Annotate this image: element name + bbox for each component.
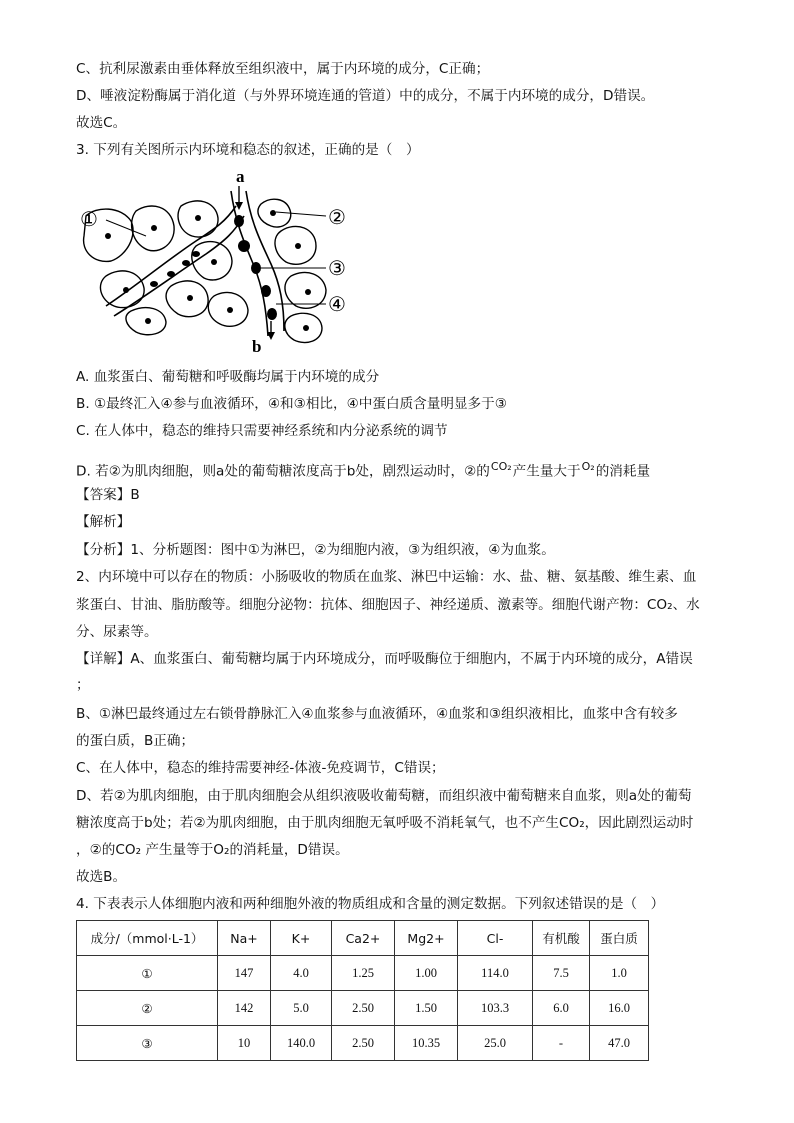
analysis-3: 浆蛋白、甘油、脂肪酸等。细胞分泌物：抗体、细胞因子、神经递质、激素等。细胞代谢产物：CO₂、水 xyxy=(76,597,700,613)
detail-b-cont: 的蛋白质，B正确； xyxy=(76,733,195,749)
table-cell: 142 xyxy=(218,991,271,1026)
option-d-text-2: 产生量大于 xyxy=(512,463,581,480)
option-b: B. ①最终汇入④参与血液循环，④和③相比，④中蛋白质含量明显多于③ xyxy=(76,396,507,412)
option-a: A. 血浆蛋白、葡萄糖和呼吸酶均属于内环境的成分 xyxy=(76,369,380,385)
table-cell: 2.50 xyxy=(332,1026,395,1061)
option-c: C. 在人体中，稳态的维持只需要神经系统和内分泌系统的调节 xyxy=(76,423,448,439)
table-row xyxy=(77,956,649,991)
table-cell: 1.0 xyxy=(590,956,649,991)
table-cell: 4.0 xyxy=(271,956,332,991)
table-cell: - xyxy=(533,1026,590,1061)
analysis-heading: 【解析】 xyxy=(76,514,131,530)
label-3: ③ xyxy=(328,256,346,280)
detail-d-cont: 糖浓度高于b处；若②为肌肉细胞，由于肌肉细胞无氧呼吸不消耗氧气，也不产生CO₂，因此剧烈运动时 xyxy=(76,815,694,831)
detail-c: C、在人体中，稳态的维持需要神经-体液-免疫调节，C错误； xyxy=(76,760,445,776)
option-d-text-3: 的消耗量 xyxy=(595,463,651,480)
table-header: Ca2+ xyxy=(332,921,395,956)
table-cell: 10 xyxy=(218,1026,271,1061)
table-cell: 16.0 xyxy=(590,991,649,1026)
answer: 【答案】B xyxy=(76,487,140,503)
table-cell: 10.35 xyxy=(395,1026,458,1061)
o2-formula: O₂ xyxy=(581,460,595,473)
label-b: b xyxy=(252,337,262,356)
question-4: 4. 下表表示人体细胞内液和两种细胞外液的物质组成和含量的测定数据。下列叙述错误的是（ ） xyxy=(76,896,665,912)
table-cell: 140.0 xyxy=(271,1026,332,1061)
detail-d: D、若②为肌肉细胞，由于肌肉细胞会从组织液吸收葡萄糖，而组织液中葡萄糖来自血浆，则a处的葡萄 xyxy=(76,788,692,804)
table-cell: 47.0 xyxy=(590,1026,649,1061)
question-3: 3. 下列有关图所示内环境和稳态的叙述，正确的是（ ） xyxy=(76,142,420,158)
composition-table xyxy=(76,920,649,1061)
table-cell: ③ xyxy=(77,1026,218,1061)
table-cell: 1.25 xyxy=(332,956,395,991)
label-1: ① xyxy=(80,207,98,231)
label-4: ④ xyxy=(328,292,346,316)
table-cell: ② xyxy=(77,991,218,1026)
text-line-c: C、抗利尿激素由垂体释放至组织液中，属于内环境的成分，C正确； xyxy=(76,61,490,77)
tissue-diagram xyxy=(76,166,376,356)
table-row xyxy=(77,1026,649,1061)
table-header: 蛋白质 xyxy=(590,921,649,956)
table-header: 有机酸 xyxy=(533,921,590,956)
table-cell: 1.50 xyxy=(395,991,458,1026)
option-d xyxy=(76,458,650,481)
table-cell: 7.5 xyxy=(533,956,590,991)
co2-formula: CO₂ xyxy=(490,460,512,473)
table-header: 成分/（mmol·L-1） xyxy=(77,921,218,956)
table-cell: 114.0 xyxy=(458,956,533,991)
table-header: Na+ xyxy=(218,921,271,956)
table-row xyxy=(77,991,649,1026)
table-cell: 25.0 xyxy=(458,1026,533,1061)
analysis-1: 【分析】1、分析题图：图中①为淋巴，②为细胞内液，③为组织液，④为血浆。 xyxy=(76,542,555,558)
table-cell: ① xyxy=(77,956,218,991)
label-2: ② xyxy=(328,205,346,229)
table-cell: 1.00 xyxy=(395,956,458,991)
table-header: Cl- xyxy=(458,921,533,956)
detail-a: 【详解】A、血浆蛋白、葡萄糖均属于内环境成分，而呼吸酶位于细胞内，不属于内环境的成分，A错误 xyxy=(76,651,693,667)
table-cell: 6.0 xyxy=(533,991,590,1026)
analysis-2: 2、内环境中可以存在的物质：小肠吸收的物质在血浆、淋巴中运输：水、盐、糖、氨基酸、维生素、血 xyxy=(76,569,697,585)
select-b: 故选B。 xyxy=(76,869,127,885)
table-header: K+ xyxy=(271,921,332,956)
table-cell: 103.3 xyxy=(458,991,533,1026)
option-d-text-1: D. 若②为肌肉细胞，则a处的葡萄糖浓度高于b处，剧烈运动时，②的 xyxy=(76,463,490,480)
label-a: a xyxy=(236,167,245,186)
analysis-4: 分、尿素等。 xyxy=(76,624,158,640)
detail-d-cont-2: ，②的CO₂ 产生量等于O₂的消耗量，D错误。 xyxy=(76,842,349,858)
table-cell: 2.50 xyxy=(332,991,395,1026)
text-line-d: D、唾液淀粉酶属于消化道（与外界环境连通的管道）中的成分，不属于内环境的成分，D错误。 xyxy=(76,88,655,104)
detail-b: B、①淋巴最终通过左右锁骨静脉汇入④血浆参与血液循环，④血浆和③组织液相比，血浆中含有较多 xyxy=(76,706,678,722)
detail-a-cont: ； xyxy=(76,677,90,693)
table-cell: 147 xyxy=(218,956,271,991)
table-cell: 5.0 xyxy=(271,991,332,1026)
table-header-row xyxy=(77,921,649,956)
table-header: Mg2+ xyxy=(395,921,458,956)
text-line-select-c: 故选C。 xyxy=(76,115,127,131)
